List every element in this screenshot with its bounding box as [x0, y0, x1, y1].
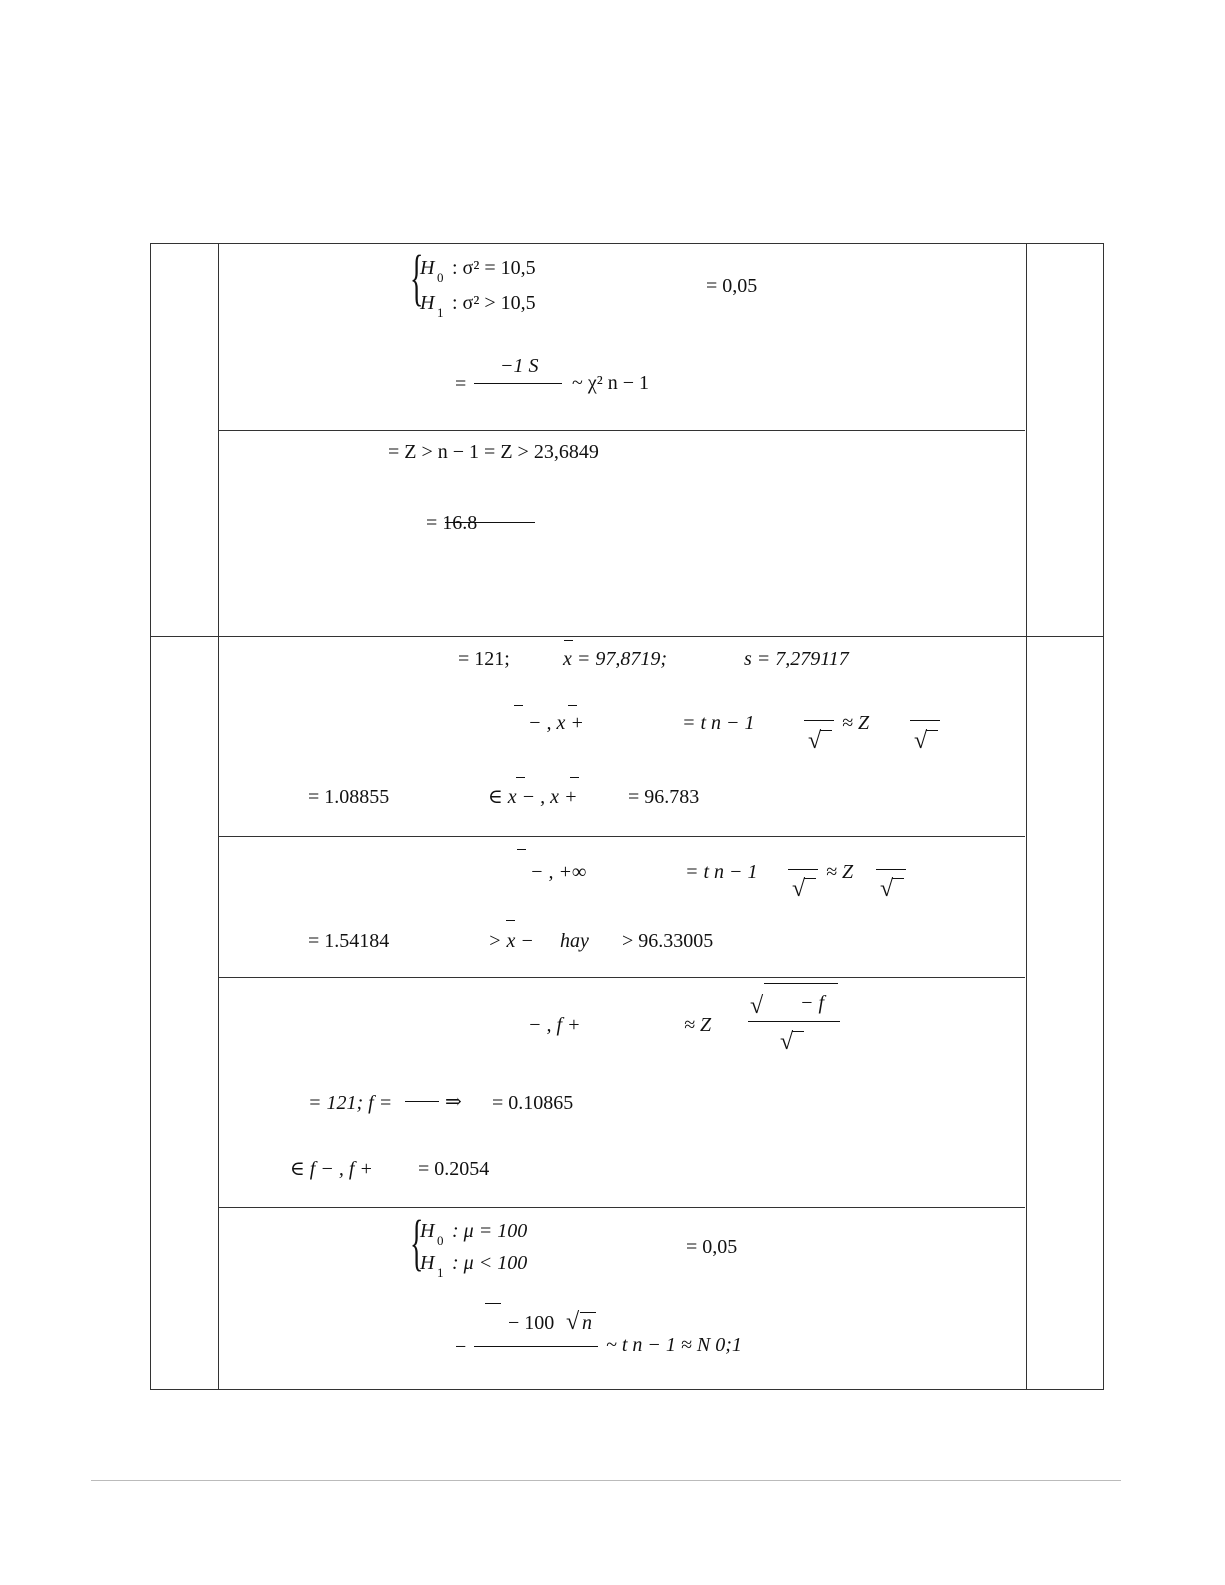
fraction-line — [474, 383, 562, 384]
alpha-level: = 0,05 — [706, 275, 758, 297]
proportion-ci-formula: − , f + — [528, 1014, 581, 1036]
h0-statement: : σ² = 10,5 — [452, 257, 536, 279]
row-divider-4 — [218, 977, 1025, 978]
epsilon-formula: = t n − 1 — [682, 712, 755, 734]
sqrt-n: n — [582, 1312, 592, 1334]
xbar-overline — [485, 1303, 501, 1304]
xbar-overline — [570, 777, 579, 778]
h0-subscript: 0 — [437, 270, 444, 285]
mean-stat-distribution: ~ t n − 1 ≈ N 0;1 — [606, 1334, 742, 1356]
column-divider-2 — [1026, 244, 1027, 1389]
rejection-region: = Z > n − 1 = Z > 23,6849 — [388, 441, 599, 463]
xbar-overline — [506, 920, 515, 921]
proportion-interval: ∈ f − , f + — [290, 1158, 373, 1180]
ci-formula: − , x + — [528, 712, 584, 734]
h0-symbol: H — [420, 1220, 435, 1242]
epsilon-value: = 0.10865 — [492, 1092, 574, 1114]
xbar-overline — [516, 777, 525, 778]
xbar-overline — [568, 705, 577, 706]
test-stat-eq: = — [455, 373, 467, 395]
h1-statement: : σ² > 10,5 — [452, 292, 536, 314]
fraction-line — [474, 1346, 598, 1347]
mean-stat-eq: − — [455, 1336, 467, 1358]
test-stat-distribution: ~ χ² n − 1 — [572, 372, 649, 394]
h0-statement: : μ = 100 — [452, 1220, 528, 1242]
approx-z: ≈ Z — [826, 861, 854, 883]
h1-symbol: H — [420, 292, 435, 314]
hypothesis-brace: { — [410, 1209, 424, 1277]
implies-arrow: ⇒ — [445, 1091, 462, 1113]
hypothesis-brace: { — [410, 244, 424, 312]
h0-symbol: H — [420, 257, 435, 279]
column-divider-1 — [218, 244, 219, 1389]
row-divider-5 — [218, 1207, 1025, 1208]
xbar-overline — [517, 849, 526, 850]
sqrt-bar — [764, 983, 838, 984]
sqrt-symbol: √ — [792, 876, 806, 902]
fraction-line — [910, 720, 940, 721]
ci-result: = 96.783 — [628, 786, 700, 808]
observed-stat: = 16.8 — [426, 512, 478, 534]
sqrt-symbol: √ — [914, 728, 928, 754]
sqrt-bar — [792, 1031, 804, 1032]
h1-subscript: 1 — [437, 305, 444, 320]
footer-rule — [91, 1480, 1121, 1481]
sqrt-bar — [804, 878, 816, 879]
h1-subscript: 1 — [437, 1265, 444, 1280]
approx-z: ≈ Z — [842, 712, 870, 734]
sqrt-symbol: √ — [880, 876, 894, 902]
alpha-level: = 0,05 — [686, 1236, 738, 1258]
fraction-line — [804, 720, 834, 721]
sqrt-symbol: √ — [780, 1029, 794, 1055]
row-divider-2 — [151, 636, 1103, 637]
one-sided-formula: − , +∞ — [530, 861, 587, 883]
proportion-result: = 0.2054 — [418, 1158, 490, 1180]
epsilon-value: = 1.54184 — [308, 930, 390, 952]
row-divider-3 — [218, 836, 1025, 837]
sample-size: = 121; — [458, 648, 510, 670]
xbar-overline — [564, 640, 573, 641]
sample-sd: s = 7,279117 — [744, 648, 849, 670]
fraction-line — [876, 869, 906, 870]
sqrt-symbol: √ — [750, 993, 764, 1019]
sqrt-bar — [820, 730, 832, 731]
epsilon-value: = 1.08855 — [308, 786, 390, 808]
proportion-numerator: − f — [800, 992, 825, 1014]
hay-word: hay — [560, 930, 589, 952]
approx-z: ≈ Z — [684, 1014, 712, 1036]
h1-symbol: H — [420, 1252, 435, 1274]
row-divider-1 — [218, 430, 1025, 431]
fraction-line — [748, 1021, 840, 1022]
sqrt-bar — [926, 730, 938, 731]
sample-mean: x = 97,8719; — [563, 648, 668, 670]
h0-subscript: 0 — [437, 1233, 444, 1248]
sqrt-bar — [892, 878, 904, 879]
fraction-line — [405, 1101, 439, 1102]
one-sided-condition: > x − — [488, 930, 534, 952]
one-sided-result: > 96.33005 — [622, 930, 714, 952]
xbar-overline — [514, 705, 523, 706]
sqrt-symbol: √ — [566, 1309, 580, 1335]
sqrt-symbol: √ — [808, 728, 822, 754]
ci-interval: ∈ x − , x + — [488, 786, 578, 808]
epsilon-formula: = t n − 1 — [685, 861, 758, 883]
h1-statement: : μ < 100 — [452, 1252, 528, 1274]
solution-table — [150, 243, 1104, 1390]
test-stat-numerator: −1 S — [500, 355, 539, 377]
proportion-n-f: = 121; f = — [308, 1092, 393, 1114]
mean-stat-numerator: − 100 — [508, 1312, 555, 1334]
fraction-line — [788, 869, 818, 870]
